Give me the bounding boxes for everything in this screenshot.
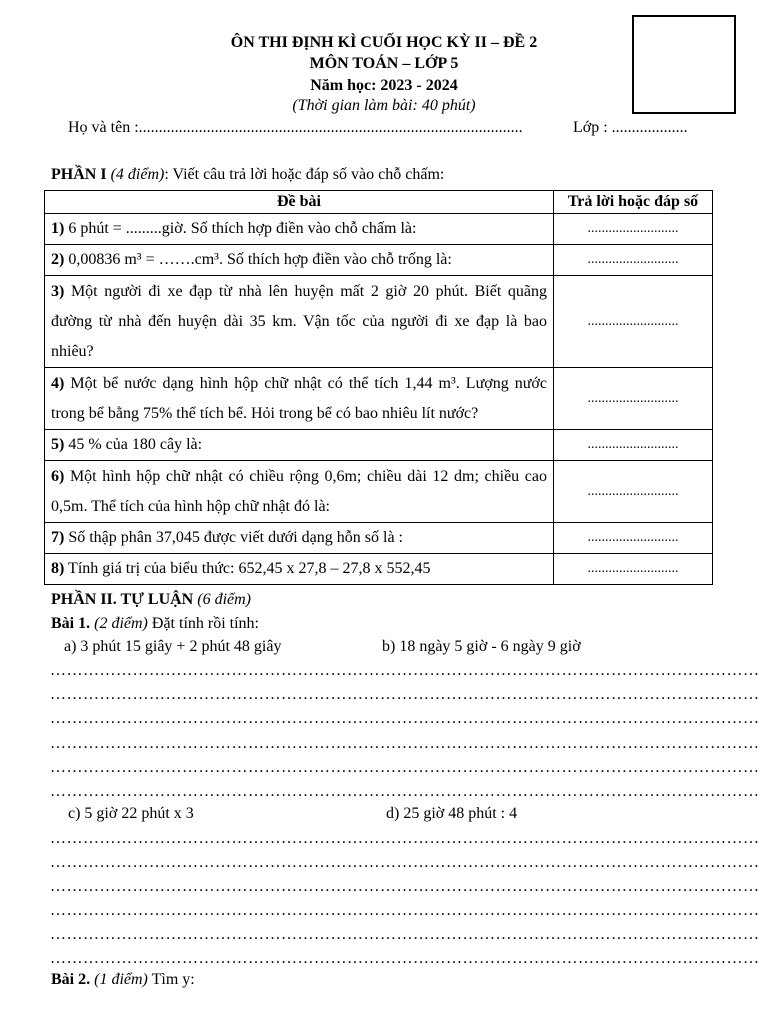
question-text: Một người đi xe đạp từ nhà lên huyện mất 2 giờ 20 phút. Biết quãng đường từ nhà đến huyện dài 35 km. Vận tốc của người đi xe đạp là bao nhiêu? xyxy=(51,282,547,360)
question-number: 8) xyxy=(51,560,65,577)
score-box xyxy=(632,15,736,114)
table-row xyxy=(45,523,713,554)
answer-line: ………………………………………………………………………………………………………………… xyxy=(50,783,760,800)
bai1-points: (2 điểm) xyxy=(94,615,148,632)
table-row xyxy=(45,430,713,461)
question-text: 0,00836 m³ = …….cm³. Số thích hợp điền vào chỗ trống là: xyxy=(64,251,452,268)
question-cell xyxy=(45,554,554,585)
answer-line: ………………………………………………………………………………………………………………… xyxy=(50,878,760,895)
question-cell xyxy=(45,214,554,245)
part2-points: (6 điểm) xyxy=(197,591,251,608)
question-number: 6) xyxy=(51,467,65,485)
school-year: Năm học: 2023 - 2024 xyxy=(310,77,458,94)
header-question: Đề bài xyxy=(45,191,554,214)
answer-line: ………………………………………………………………………………………………………………… xyxy=(50,902,760,919)
answer-line: ………………………………………………………………………………………………………………… xyxy=(50,830,760,847)
answer-cell: .......................... xyxy=(554,368,713,430)
answer-cell: .......................... xyxy=(554,523,713,554)
bai2-heading xyxy=(51,970,195,990)
part2-heading xyxy=(51,590,251,610)
question-cell xyxy=(45,245,554,276)
answer-cell: .......................... xyxy=(554,276,713,368)
student-class-field: Lớp : ................... xyxy=(573,119,688,136)
bai1-item-a: a) 3 phút 15 giây + 2 phút 48 giây xyxy=(64,638,282,655)
table-row xyxy=(45,554,713,585)
subject-title: MÔN TOÁN – LỚP 5 xyxy=(309,55,459,72)
question-text: Một hình hộp chữ nhật có chiều rộng 0,6m; chiều dài 12 dm; chiều cao 0,5m. Thể tích của hình hộp chữ nhật đó là: xyxy=(51,467,547,515)
answer-cell: .......................... xyxy=(554,554,713,585)
bai2-instruction: Tìm y: xyxy=(151,971,195,988)
answer-line: ………………………………………………………………………………………………………………… xyxy=(50,759,760,776)
bai2-points: (1 điểm) xyxy=(94,971,148,988)
answer-line: ………………………………………………………………………………………………………………… xyxy=(50,950,760,967)
answer-cell: .......................... xyxy=(554,461,713,523)
answer-line: ………………………………………………………………………………………………………………… xyxy=(50,926,760,943)
part1-title: PHẦN I xyxy=(51,166,107,183)
question-cell xyxy=(45,276,554,368)
bai1-instruction: Đặt tính rồi tính: xyxy=(151,615,259,632)
bai1-heading xyxy=(51,614,259,634)
question-number: 4) xyxy=(51,374,65,392)
student-name-field: Họ và tên :................................................................................................ xyxy=(68,119,523,136)
answer-cell: .......................... xyxy=(554,245,713,276)
answer-line: ………………………………………………………………………………………………………………… xyxy=(50,735,760,752)
bai1-title: Bài 1. xyxy=(51,615,91,632)
header-answer: Trả lời hoặc đáp số xyxy=(554,191,713,214)
question-cell xyxy=(45,430,554,461)
question-text: 45 % của 180 cây là: xyxy=(64,436,203,453)
answer-line: ………………………………………………………………………………………………………………… xyxy=(50,854,760,871)
answer-line: ………………………………………………………………………………………………………………… xyxy=(50,686,760,703)
question-text: Một bể nước dạng hình hộp chữ nhật có thể tích 1,44 m³. Lượng nước trong bể bằng 75% thể tích bể. Hỏi trong bể có bao nhiêu lít nước? xyxy=(51,374,547,422)
table-row xyxy=(45,368,713,430)
question-number: 7) xyxy=(51,529,65,546)
bai1-item-d: d) 25 giờ 48 phút : 4 xyxy=(386,805,518,822)
question-number: 5) xyxy=(51,436,65,453)
table-header-row xyxy=(45,191,713,214)
question-number: 2) xyxy=(51,251,65,268)
answer-cell: .......................... xyxy=(554,430,713,461)
table-row xyxy=(45,214,713,245)
time-limit: (Thời gian làm bài: 40 phút) xyxy=(292,97,476,114)
question-table xyxy=(44,190,713,585)
bai2-title: Bài 2. xyxy=(51,971,91,988)
part1-heading xyxy=(51,165,444,185)
bai1-item-b: b) 18 ngày 5 giờ - 6 ngày 9 giờ xyxy=(382,638,581,655)
answer-cell: .......................... xyxy=(554,214,713,245)
question-text: 6 phút = .........giờ. Số thích hợp điền vào chỗ chấm là: xyxy=(64,220,417,237)
table-row xyxy=(45,461,713,523)
question-text: Số thập phân 37,045 được viết dưới dạng hỗn số là : xyxy=(64,529,403,546)
question-cell xyxy=(45,523,554,554)
answer-line: ………………………………………………………………………………………………………………… xyxy=(50,710,760,727)
question-cell xyxy=(45,368,554,430)
table-row xyxy=(45,245,713,276)
question-text: Tính giá trị của biểu thức: 652,45 x 27,8 – 27,8 x 552,45 xyxy=(64,560,431,577)
part1-points: (4 điểm) xyxy=(110,166,165,183)
part2-title: PHẦN II. TỰ LUẬN xyxy=(51,591,194,608)
question-cell xyxy=(45,461,554,523)
part1-instruction: : Viết câu trả lời hoặc đáp số vào chỗ chấm: xyxy=(164,166,445,183)
question-number: 3) xyxy=(51,282,65,300)
table-row xyxy=(45,276,713,368)
exam-title: ÔN THI ĐỊNH KÌ CUỐI HỌC KỲ II – ĐỀ 2 xyxy=(230,34,538,51)
question-number: 1) xyxy=(51,220,65,237)
bai1-item-c: c) 5 giờ 22 phút x 3 xyxy=(68,805,194,822)
answer-line: ………………………………………………………………………………………………………………… xyxy=(50,662,760,679)
